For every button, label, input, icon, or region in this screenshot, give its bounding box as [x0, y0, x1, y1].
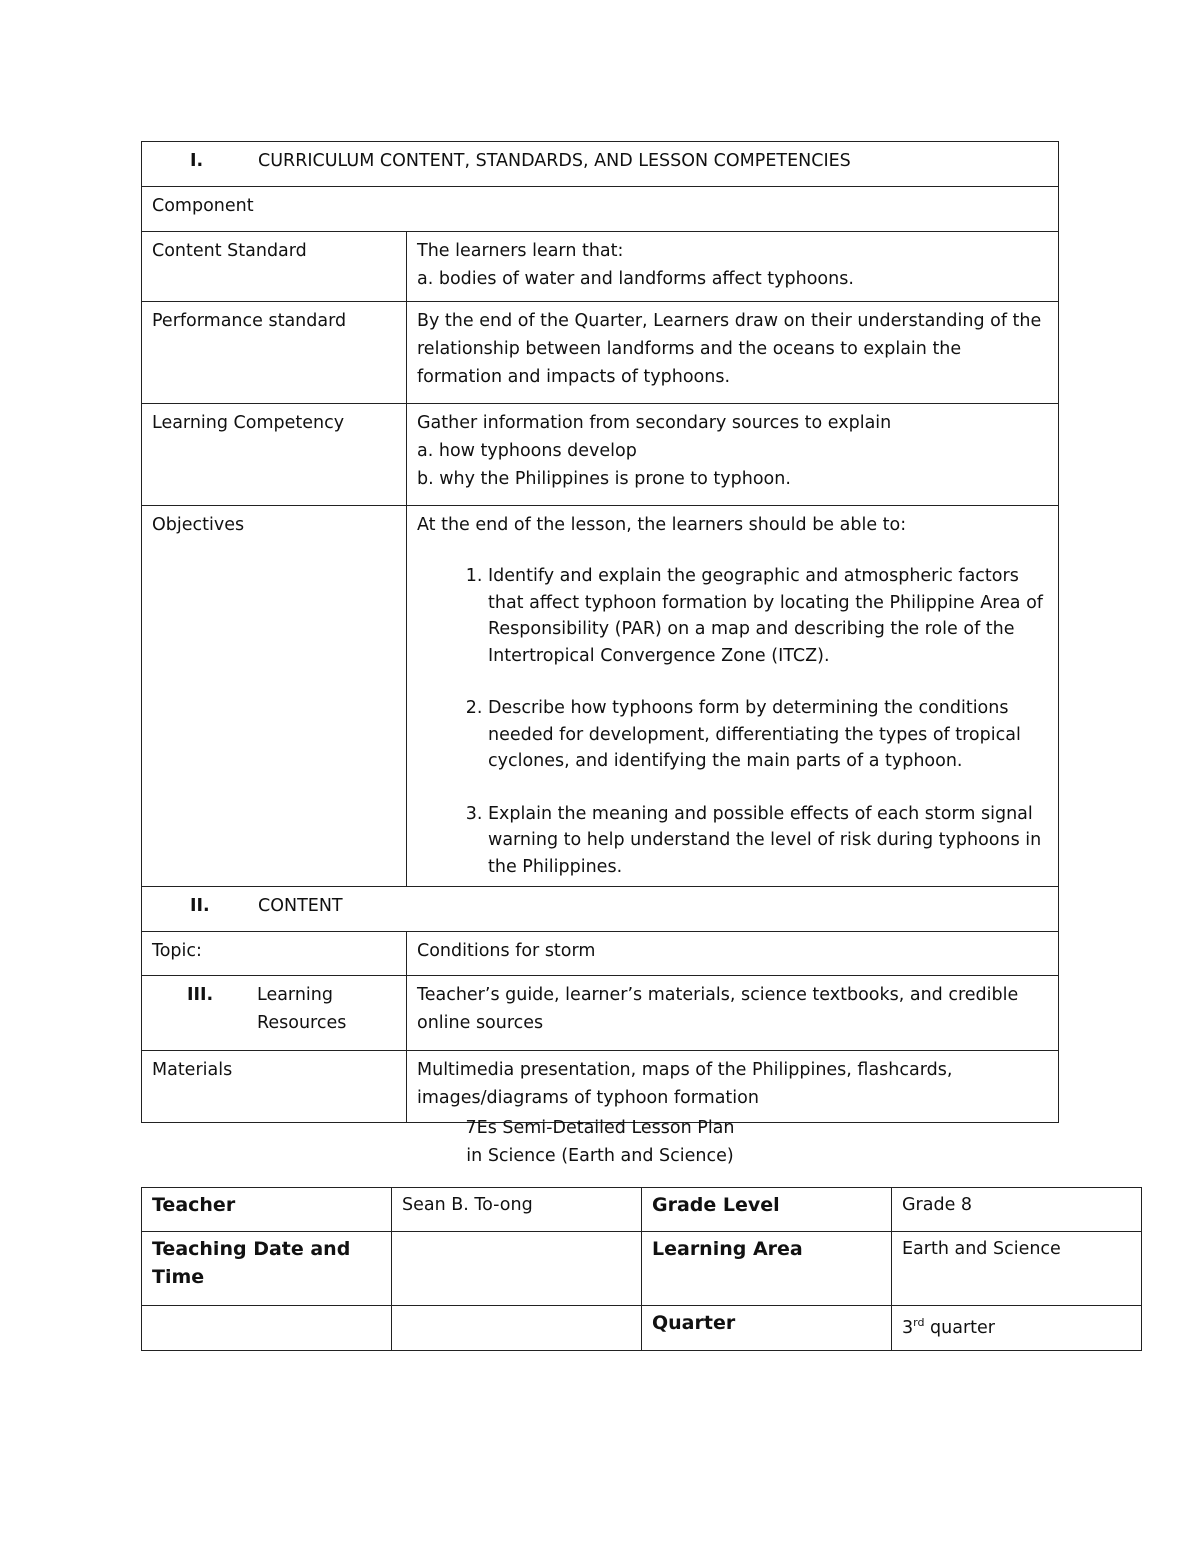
teacher-info-table: [141, 1187, 1142, 1351]
content-standard-value: [407, 232, 1059, 302]
section-2-header-row: [142, 887, 1059, 932]
objective-item: 2. Describe how typhoons form by determining the conditions needed for development, differentiating the types of tropical cyclones, and identifying the main parts of a typhoon.: [488, 695, 1048, 775]
quarter-label: Quarter: [642, 1306, 892, 1351]
content-standard-label: Content Standard: [142, 232, 407, 302]
learning-competency-row: [142, 404, 1059, 506]
content-standard-row: [142, 232, 1059, 302]
materials-line: images/diagrams of typhoon formation: [417, 1088, 759, 1108]
topic-row: [142, 932, 1059, 976]
learning-competency-value: [407, 404, 1059, 506]
empty-cell: [142, 1306, 392, 1351]
curriculum-table: [141, 141, 1059, 1123]
learning-competency-line: a. how typhoons develop: [417, 441, 637, 461]
grade-level-value: Grade 8: [892, 1188, 1142, 1232]
quarter-number: 3: [902, 1317, 914, 1338]
section-1-title: CURRICULUM CONTENT, STANDARDS, AND LESSON COMPETENCIES: [258, 151, 851, 171]
objectives-label: Objectives: [142, 506, 407, 887]
empty-cell: [392, 1306, 642, 1351]
performance-standard-value: [407, 302, 1059, 404]
learning-resources-label: Learning: [257, 985, 333, 1005]
grade-level-label: Grade Level: [642, 1188, 892, 1232]
lesson-plan-title: [141, 1114, 1059, 1170]
section-2-number: II.: [190, 896, 210, 916]
learning-resources-line: online sources: [417, 1013, 544, 1033]
learning-resources-value: [407, 976, 1059, 1051]
objectives-intro: At the end of the lesson, the learners should be able to:: [417, 515, 907, 535]
info-row: [142, 1188, 1142, 1232]
info-row: [142, 1232, 1142, 1306]
performance-standard-line: By the end of the Quarter, Learners draw on their understanding of the: [417, 311, 1042, 331]
performance-standard-row: [142, 302, 1059, 404]
teacher-value: Sean B. To-ong: [392, 1188, 642, 1232]
content-standard-line: a. bodies of water and landforms affect typhoons.: [417, 269, 854, 289]
materials-value: [407, 1051, 1059, 1123]
component-row: [142, 187, 1059, 232]
performance-standard-line: formation and impacts of typhoons.: [417, 367, 731, 387]
performance-standard-line: relationship between landforms and the oceans to explain the: [417, 339, 962, 359]
learning-resources-line: Teacher’s guide, learner’s materials, science textbooks, and credible: [417, 985, 1019, 1005]
learning-area-label: Learning Area: [642, 1232, 892, 1306]
objectives-row: [142, 506, 1059, 887]
learning-area-value: Earth and Science: [892, 1232, 1142, 1306]
objective-item: 3. Explain the meaning and possible effects of each storm signal warning to help understand the level of risk during typhoons in the Philippines.: [488, 801, 1048, 881]
info-row: [142, 1306, 1142, 1351]
lesson-plan-title-line: 7Es Semi-Detailed Lesson Plan: [465, 1118, 735, 1138]
section-2-title: CONTENT: [258, 896, 343, 916]
materials-label: Materials: [142, 1051, 407, 1123]
materials-line: Multimedia presentation, maps of the Philippines, flashcards,: [417, 1060, 953, 1080]
section-1-number: I.: [190, 151, 204, 171]
section-3-number: III.: [187, 985, 214, 1005]
learning-resources-row: [142, 976, 1059, 1051]
topic-label: Topic:: [142, 932, 407, 976]
quarter-value: [892, 1306, 1142, 1351]
objective-item: 1. Identify and explain the geographic and atmospheric factors that affect typhoon formation by locating the Philippine Area of Responsibility (PAR) on a map and describing the role of the Intertropical Convergence Zone (ITCZ).: [488, 563, 1048, 669]
performance-standard-label: Performance standard: [142, 302, 407, 404]
section-1-header-row: [142, 142, 1059, 187]
quarter-ordinal: rd: [913, 1316, 925, 1329]
learning-competency-label: Learning Competency: [142, 404, 407, 506]
teaching-date-label: Teaching Date and Time: [142, 1232, 392, 1306]
component-label: Component: [142, 187, 1059, 232]
content-standard-line: The learners learn that:: [417, 241, 624, 261]
learning-competency-line: b. why the Philippines is prone to typhoon.: [417, 469, 791, 489]
teaching-date-value: [392, 1232, 642, 1306]
quarter-word: quarter: [924, 1317, 995, 1338]
teacher-label: Teacher: [142, 1188, 392, 1232]
objectives-list: [417, 563, 1048, 880]
learning-resources-label: Resources: [257, 1013, 347, 1033]
topic-value: Conditions for storm: [407, 932, 1059, 976]
lesson-plan-subtitle-line: in Science (Earth and Science): [466, 1146, 734, 1166]
materials-row: [142, 1051, 1059, 1123]
learning-competency-line: Gather information from secondary sources to explain: [417, 413, 892, 433]
objectives-value: [407, 506, 1059, 887]
